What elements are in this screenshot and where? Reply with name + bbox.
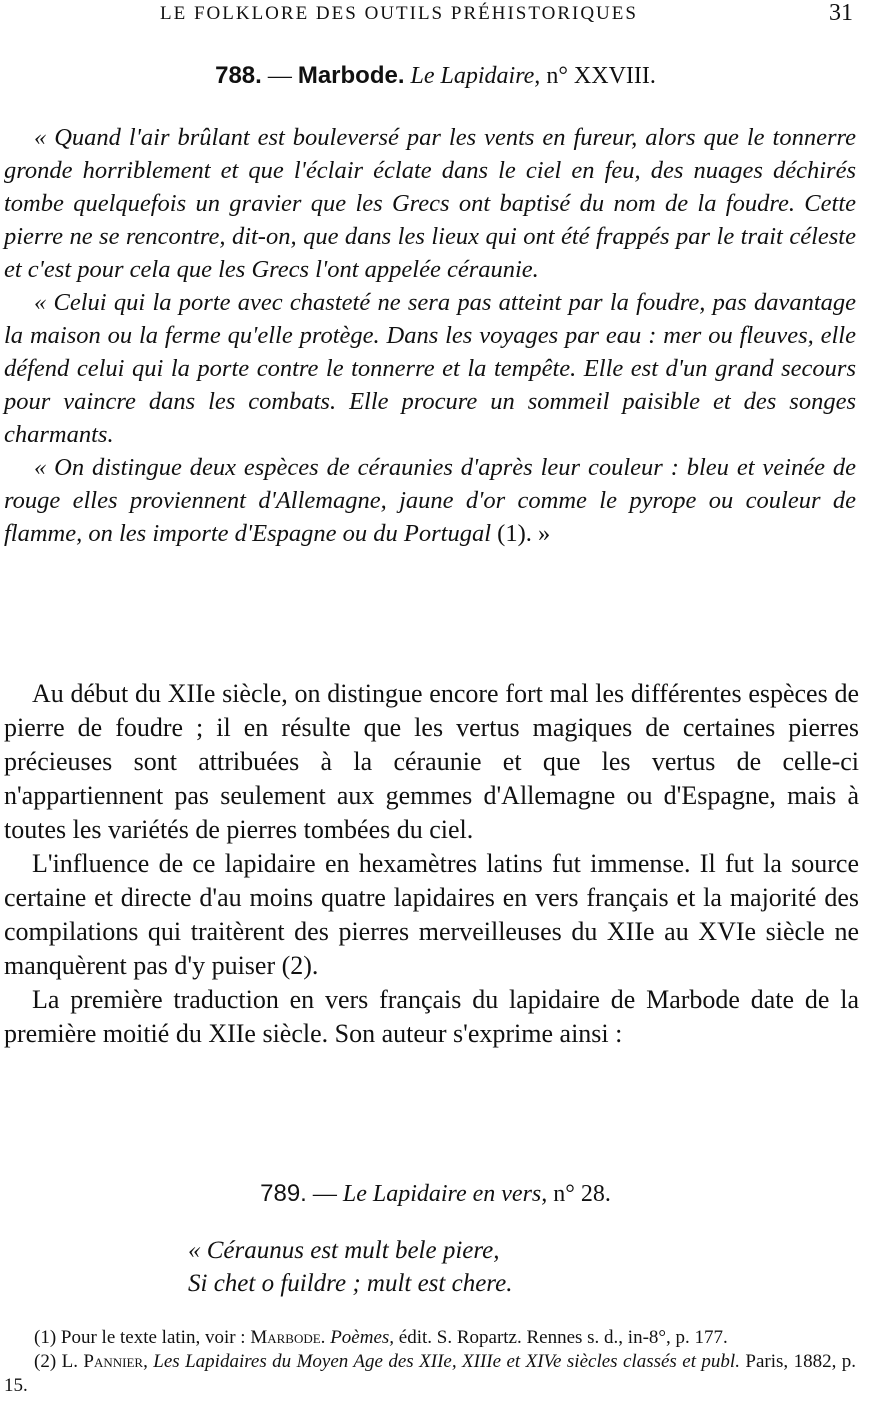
entry-dash: — [312,1181,337,1207]
footnote-2-author: Pannier, [83,1351,148,1372]
entry-number: 789. [260,1180,307,1207]
footnote-1-author: Marbode. [250,1327,326,1348]
body-paragraph-3: La première traduction en vers français du lapidaire de Marbode date de la première moitié du XIIe siècle. Son auteur s'exprime ainsi : [4,985,859,1048]
footnote-1-mark: (1) [34,1327,57,1348]
footnote-ref-1: (1). [497,520,532,547]
quote-788 [4,121,856,550]
page-number: 31 [829,0,853,26]
footnote-2-title: Les Lapidaires du Moyen Age des XIIe, XIIIe et XIVe siècles classés et publ. [153,1351,740,1372]
quote-paragraph-3 [4,451,856,550]
entry-work-title: Le Lapidaire en vers, [342,1181,548,1207]
footnote-1-text: Pour le texte latin, voir : [60,1327,246,1348]
footnote-1-title: Poèmes, [330,1327,395,1348]
quote-paragraph-2: « Celui qui la porte avec chasteté ne sera pas atteint par la foudre, pas davantage la maison ou la ferme qu'elle protège. Dans les voyages par eau : mer ou fleuves, elle défend celui qui la porte contre le tonnerre et la tempête. Elle est d'un grand secours pour vaincre dans les combats. Elle procure un sommeil paisible et des songes charmants. [4,289,856,448]
verse-line-1: « Céraunus est mult bele piere, [188,1237,500,1264]
footnote-2-mark: (2) [34,1351,57,1372]
footnote-1-rest: édit. S. Ropartz. Rennes s. d., in-8°, p. 177. [398,1327,728,1348]
quote-paragraph-3-text: « On distingue deux espèces de céraunies d'après leur couleur : bleu et veinée de rouge elles proviennent d'Allemagne, jaune d'or comme le pyrope ou couleur de flamme, on les importe d'Espagne ou du Portugal [4,454,856,547]
verse-789 [188,1234,512,1300]
entry-work-title: Le Lapidaire, [410,63,541,89]
entry-dash: — [267,63,292,89]
entry-788-heading [0,62,871,90]
body-paragraph-2: L'influence de ce lapidaire en hexamètres latins fut immense. Il fut la source certaine et directe d'au moins quatre lapidaires en vers français et la majorité des compilations qui traitèrent des pierres merveilleuses du XIIe au XVIe siècle ne manquèrent pas d'y puiser (2). [4,849,859,980]
entry-789-heading [0,1180,871,1208]
footnote-2-initial: L. [61,1351,78,1372]
verse-line-2: Si chet o fuildre ; mult est chere. [188,1270,513,1297]
entry-reference: n° XXVIII. [546,63,656,89]
body-text [4,677,859,1051]
quote-paragraph-1: « Quand l'air brûlant est bouleversé par les vents en fureur, alors que le tonnerre gronde horriblement et que l'éclair éclate dans le ciel en feu, des nuages déchirés tombe quelquefois un gravier que les Grecs ont baptisé du nom de la foudre. Cette pierre ne se rencontre, dit-on, que dans les lieux qui ont été frappés par le trait céleste et c'est pour cela que les Grecs l'ont appelée céraunie. [4,124,856,283]
footnote-2-rest: Paris, 1882, p. 15. [4,1351,857,1396]
entry-author: Marbode. [297,62,405,89]
quote-close: » [538,520,551,547]
footnote-2 [4,1350,856,1398]
running-title: LE FOLKLORE DES OUTILS PRÉHISTORIQUES [160,3,638,24]
footnote-1 [4,1326,856,1350]
footnotes [4,1326,856,1398]
entry-number: 788. [215,62,262,89]
entry-reference: n° 28. [553,1181,611,1207]
body-paragraph-1: Au début du XIIe siècle, on distingue encore fort mal les différentes espèces de pierre de foudre ; il en résulte que les vertus magiques de certaines pierres précieuses sont attribuées à la céraunie et que les vertus de celle-ci n'appartiennent pas seulement aux gemmes d'Allemagne ou d'Espagne, mais à toutes les variétés de pierres tombées du ciel. [4,679,859,844]
